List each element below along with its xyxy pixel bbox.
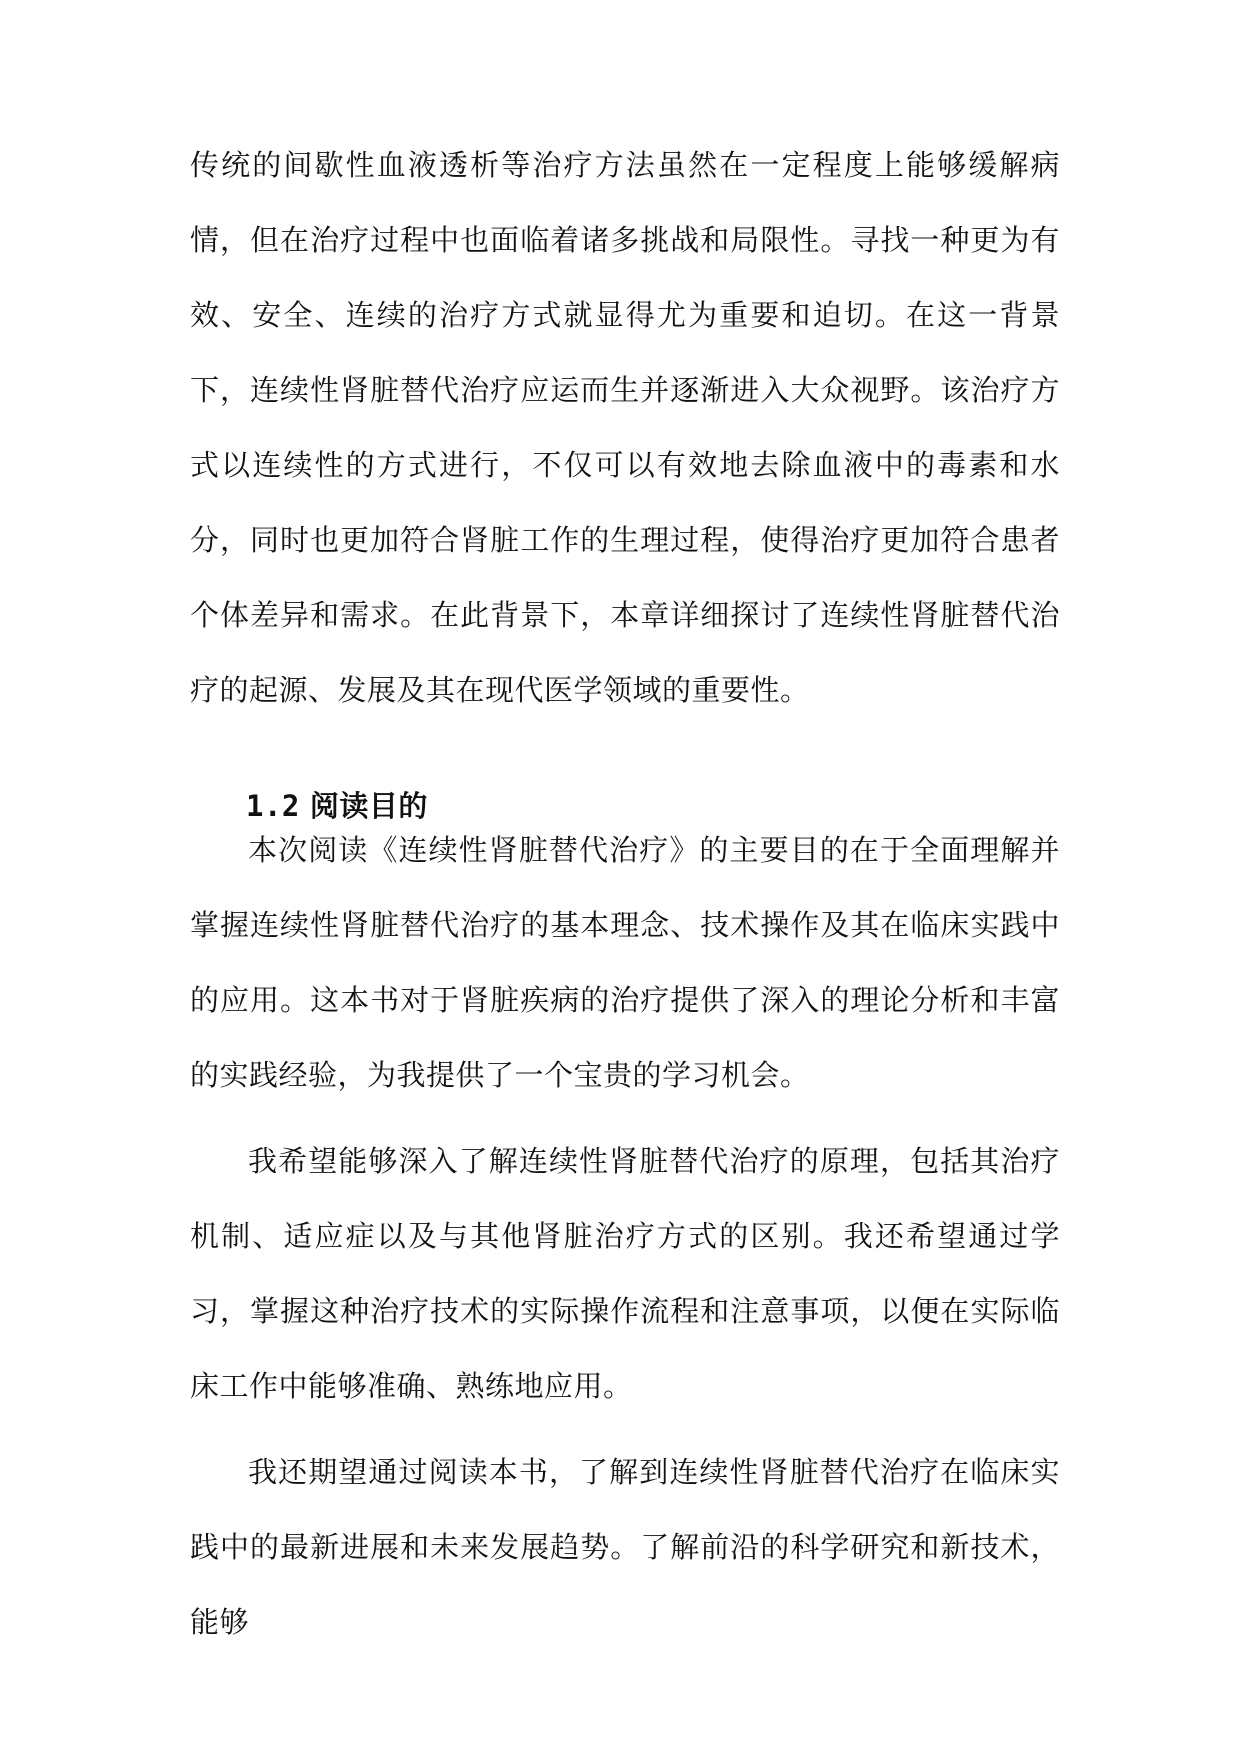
section-title: 阅读目的 bbox=[309, 789, 428, 823]
purpose-paragraph-2: 我希望能够深入了解连续性肾脏替代治疗的原理，包括其治疗机制、适应症以及与其他肾脏治疗方式的区别。我还希望通过学习，掌握这种治疗技术的实际操作流程和注意事项，以便在实际临床工作中能够准确、熟练地应用。 bbox=[190, 1144, 1060, 1403]
purpose-paragraph-3: 我还期望通过阅读本书，了解到连续性肾脏替代治疗在临床实践中的最新进展和未来发展趋势。了解前沿的科学研究和新技术，能够 bbox=[190, 1455, 1060, 1639]
section-number: 1.2 bbox=[246, 789, 300, 823]
purpose-paragraph-1: 本次阅读《连续性肾脏替代治疗》的主要目的在于全面理解并掌握连续性肾脏替代治疗的基本理念、技术操作及其在临床实践中的应用。这本书对于肾脏疾病的治疗提供了深入的理论分析和丰富的实践经验，为我提供了一个宝贵的学习机会。 bbox=[190, 833, 1060, 1092]
intro-paragraph: 传统的间歇性血液透析等治疗方法虽然在一定程度上能够缓解病情，但在治疗过程中也面临着诸多挑战和局限性。寻找一种更为有效、安全、连续的治疗方式就显得尤为重要和迫切。在这一背景下，连续性肾脏替代治疗应运而生并逐渐进入大众视野。该治疗方式以连续性的方式进行，不仅可以有效地去除血液中的毒素和水分，同时也更加符合肾脏工作的生理过程，使得治疗更加符合患者个体差异和需求。在此背景下，本章详细探讨了连续性肾脏替代治疗的起源、发展及其在现代医学领域的重要性。 bbox=[190, 148, 1060, 707]
